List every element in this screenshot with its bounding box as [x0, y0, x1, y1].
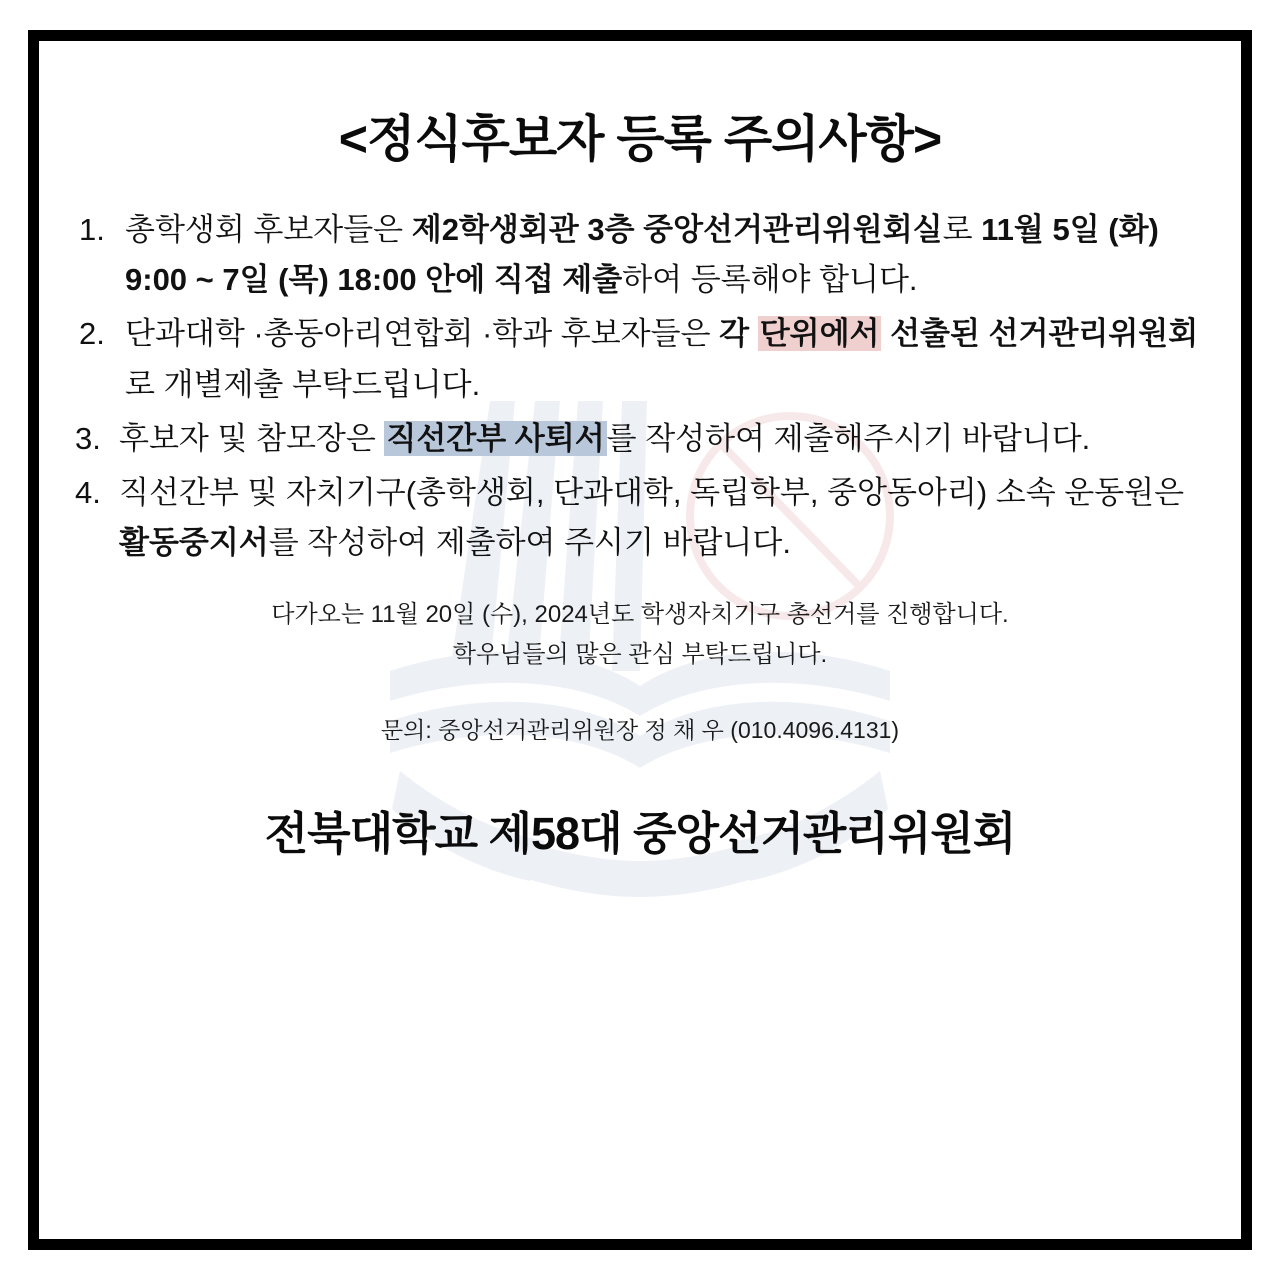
organization-name: 전북대학교 제58대 중앙선거관리위원회: [264, 808, 1016, 860]
notice-item-4: [73, 468, 1207, 568]
highlight-unit-selected: 단위에서: [759, 316, 880, 352]
notice-item-4-text: 직선간부 및 자치기구(총학생회, 단과대학, 독립학부, 중앙동아리) 소속 운동원은 활동중지서를 작성하여 제출하여 주시기 바랍니다.: [119, 475, 1185, 561]
notice-item-3-number: 3.: [75, 420, 101, 456]
notice-item-2-text: 단과대학 ·총동아리연합회 ·학과 후보자들은 각 단위에서 선출된 선거관리위원회로 개별제출 부탁드립니다.: [125, 316, 1199, 402]
notice-item-3: [73, 414, 1207, 464]
closing-line-1: 다가오는 11월 20일 (수), 2024년도 학생자치기구 총선거를 진행합니다.: [271, 600, 1009, 628]
closing-message: [73, 595, 1207, 677]
closing-line-2: 학우님들의 많은 관심 부탁드립니다.: [452, 641, 828, 669]
highlight-resignation-form: 직선간부 사퇴서: [386, 420, 605, 456]
notice-item-1-number: 1.: [79, 212, 105, 247]
notice-item-4-number: 4.: [75, 475, 101, 511]
page-title: <정식후보자 등록 주의사항>: [338, 111, 942, 167]
notice-item-1-text: 총학생회 후보자들은 제2학생회관 3층 중앙선거관리위원회실로 11월 5일 (화) 9:00 ~ 7일 (목) 18:00 안에 직접 제출하여 등록해야 합니다.: [125, 212, 1159, 298]
notice-item-2-number: 2.: [79, 316, 105, 352]
notice-item-1: [73, 205, 1207, 305]
poster-content: [39, 41, 1241, 1239]
contact-info: 문의: 중앙선거관리위원장 정 채 우 (010.4096.4131): [380, 717, 900, 744]
notice-list: [73, 205, 1207, 569]
notice-item-2: [73, 309, 1207, 409]
notice-item-3-text: 후보자 및 참모장은 직선간부 사퇴서를 작성하여 제출해주시기 바랍니다.: [119, 420, 1091, 456]
poster-frame: [28, 30, 1252, 1250]
